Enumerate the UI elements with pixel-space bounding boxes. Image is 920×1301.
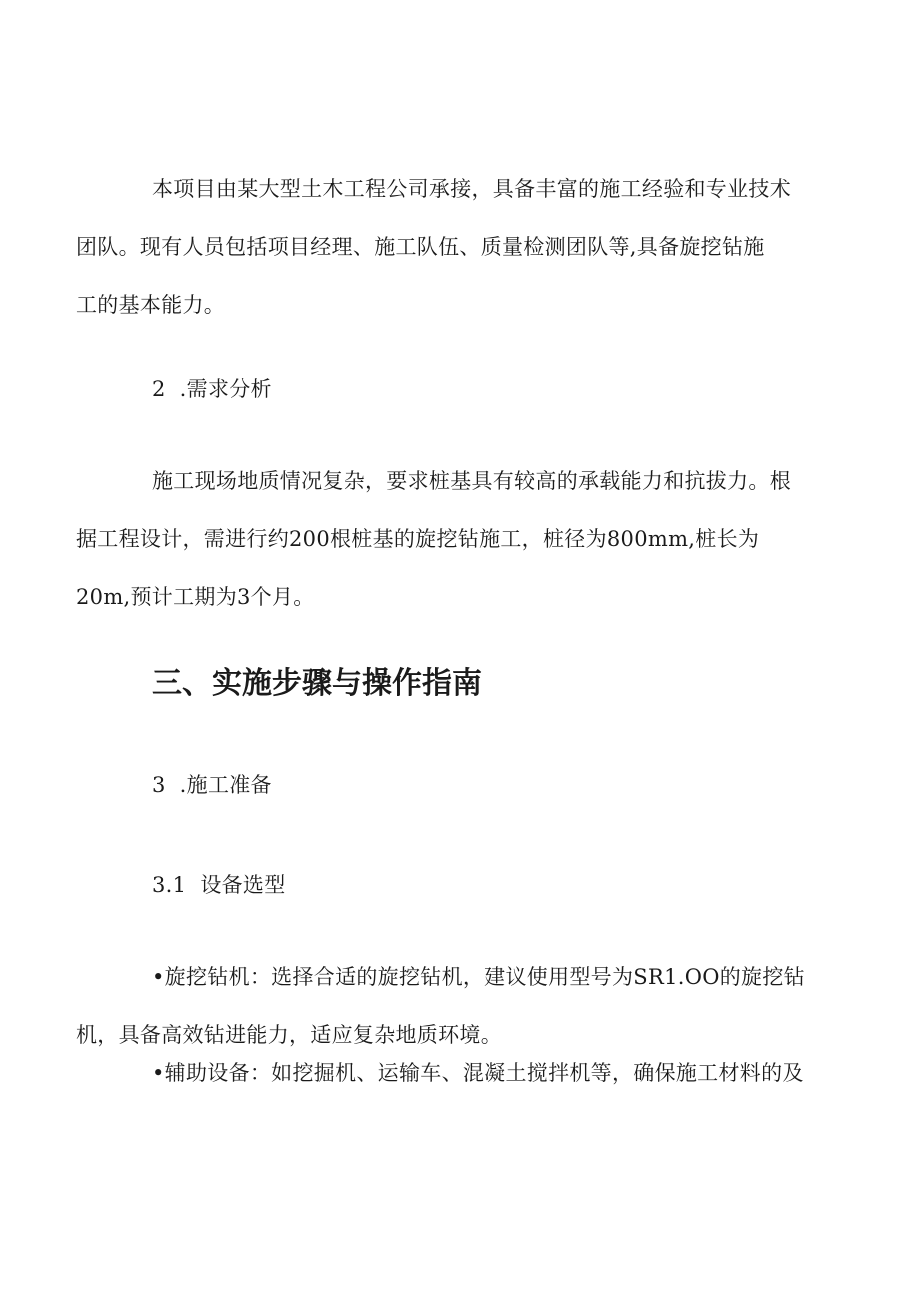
heading-number: 2 [152,377,166,401]
heading-text: .需求分析 [179,377,272,401]
subheading-equipment-selection [152,856,818,914]
heading-number: 3.1 [152,873,187,897]
paragraph-line: 本项目由某大型土木工程公司承接，具备丰富的施工经验和专业技术 [152,177,791,201]
paragraph-line: •辅助设备：如挖掘机、运输车、混凝土搅拌机等，确保施工材料的及 [152,1061,804,1085]
paragraph-line: 据工程设计，需进行约200根桩基的旋挖钻施工，桩径为800mm,桩长为 [76,527,760,551]
paragraph-line: 20m,预计工期为3个月。 [76,585,315,609]
heading-text: .施工准备 [179,773,272,797]
section-title: 三、实施步骤与操作指南 [152,666,482,701]
paragraph-line: 工的基本能力。 [76,293,226,317]
heading-number: 3 [152,773,166,797]
intro-paragraph [76,160,818,334]
paragraph-line: 施工现场地质情况复杂，要求桩基具有较高的承载能力和抗拔力。根 [152,469,791,493]
bullet-auxiliary-equipment [152,1044,818,1102]
subheading-demand-analysis [152,360,818,418]
paragraph-line: 机，具备高效钻进能力，适应复杂地质环境。 [76,1023,502,1047]
heading-text: 设备选型 [200,873,286,897]
subheading-construction-prep [152,756,818,814]
demand-paragraph [76,452,818,626]
paragraph-line: 团队。现有人员包括项目经理、施工队伍、质量检测团队等,具备旋挖钻施 [76,235,765,259]
paragraph-line: •旋挖钻机：选择合适的旋挖钻机，建议使用型号为SR1.OO的旋挖钻 [152,965,805,989]
